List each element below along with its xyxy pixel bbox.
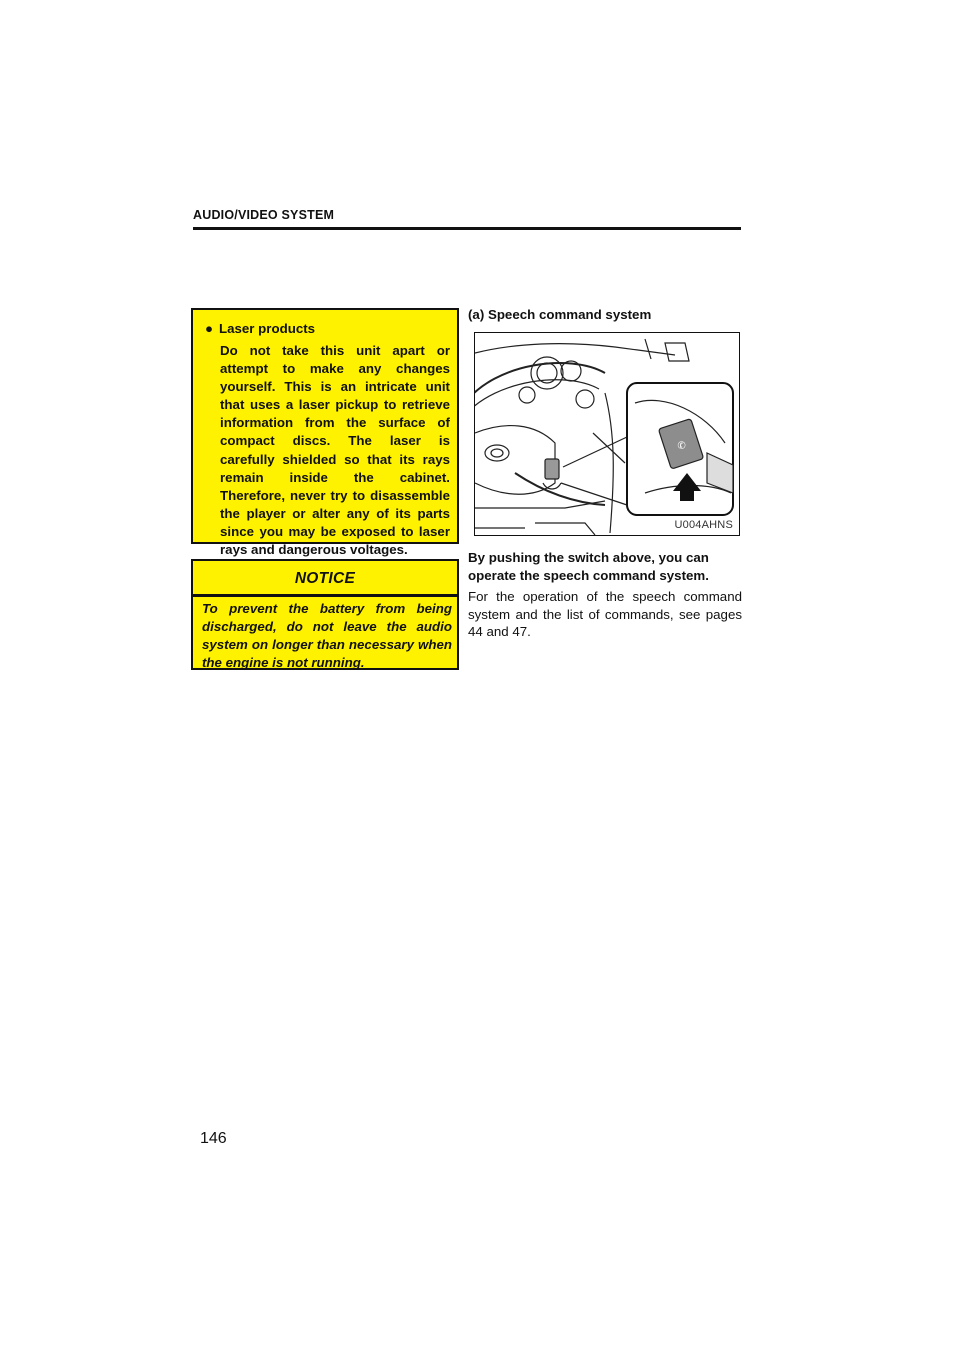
page-header	[193, 208, 741, 230]
laser-body-text: Do not take this unit apart or attempt to make any changes yourself. This is an intricate unit that uses a laser pickup to retrieve information from the surface of compact discs. The laser is carefully shielded so that its rays remain inside the cabinet. Therefore, never try to disassemble the player or alter any of its parts since you may be exposed to laser rays and dangerous voltages.	[220, 343, 450, 558]
page-number: 146	[200, 1130, 227, 1147]
notice-rule	[193, 594, 457, 597]
steering-wheel-illustration	[475, 333, 739, 535]
svg-text:✆: ✆	[676, 439, 688, 453]
laser-heading-text: Laser products	[219, 321, 316, 336]
laser-heading	[205, 321, 315, 336]
notice-title: NOTICE	[294, 570, 356, 587]
lead-text: By pushing the switch above, you can operate the speech command system.	[468, 550, 709, 584]
laser-caution-box	[191, 308, 459, 558]
figure-label: U004AHNS	[674, 519, 733, 531]
header-rule	[193, 227, 741, 230]
notice-body-text: To prevent the battery from being discharged, do not leave the audio system on longer than necessary when the engine is not running.	[202, 601, 452, 671]
steering-switch-figure	[474, 332, 740, 536]
bullet-icon: ●	[205, 321, 214, 336]
notice-box	[191, 559, 459, 670]
section-title: (a) Speech command system	[468, 307, 652, 322]
body-paragraph: For the operation of the speech command system and the list of commands, see pages 44 and 47.	[468, 589, 742, 640]
header-title: AUDIO/VIDEO SYSTEM	[193, 208, 335, 222]
